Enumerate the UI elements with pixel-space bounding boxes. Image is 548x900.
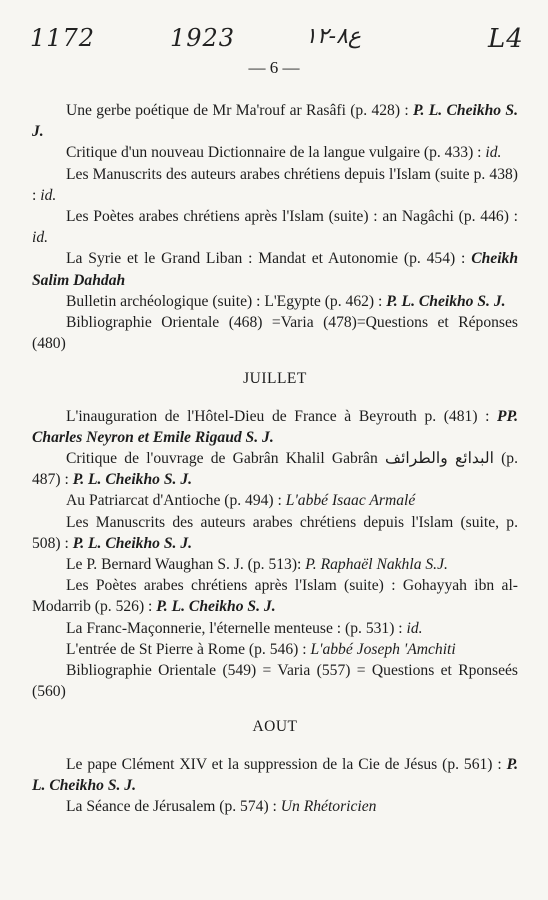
toc-entry <box>32 490 518 511</box>
toc-entry <box>32 291 518 312</box>
entry-attribution: id. <box>485 144 502 162</box>
toc-entry <box>32 448 518 490</box>
entries-block-august <box>32 754 518 818</box>
entry-title: La Syrie et le Grand Liban : Mandat et Autonomie (p. 454) : <box>66 250 472 268</box>
entry-author: Cheikh Salim Dahdah <box>32 250 518 289</box>
entry-title: Le P. Bernard Waughan S. J. (p. 513): <box>66 556 306 574</box>
toc-entry <box>32 660 518 702</box>
entry-title: Bulletin archéologique (suite) : L'Egypte (p. 462) : <box>66 292 387 310</box>
handwritten-note-left: 1172 <box>30 24 96 52</box>
toc-entry <box>32 639 518 660</box>
section-heading-aout: AOUT <box>252 718 298 736</box>
entry-attribution: id. <box>32 229 49 247</box>
entry-title: Les Manuscrits des auteurs arabes chrétiens depuis l'Islam (suite, p. 508) : <box>32 513 518 552</box>
entry-title: Les Manuscrits des auteurs arabes chrétiens depuis l'Islam (suite p. 438) : <box>32 165 518 204</box>
entry-author: P. L. Cheikho S. J. <box>156 598 276 616</box>
entry-title: La Franc-Maçonnerie, l'éternelle menteuse : (p. 531) : <box>66 619 407 637</box>
entry-attribution: P. Raphaël Nakhla S.J. <box>305 556 448 574</box>
toc-entry <box>32 206 518 248</box>
toc-entry <box>32 142 518 163</box>
entry-title: Au Patriarcat d'Antioche (p. 494) : <box>66 492 286 510</box>
toc-entry <box>32 312 518 354</box>
toc-entry <box>32 248 518 290</box>
entries-block-july <box>32 406 518 703</box>
toc-entry <box>32 796 518 817</box>
entry-title: Les Poètes arabes chrétiens après l'Islam (suite) : Gohayyah ibn al-Modarrib (p. 526) : <box>32 577 518 616</box>
table-of-contents <box>32 100 518 817</box>
entry-attribution: id. <box>406 619 423 637</box>
entry-author: P. L. Cheikho S. J. <box>72 534 193 552</box>
toc-entry <box>32 100 518 142</box>
entry-title: L'entrée de St Pierre à Rome (p. 546) : <box>66 640 311 658</box>
entries-block-june <box>32 100 518 354</box>
entry-title: Critique d'un nouveau Dictionnaire de la langue vulgaire (p. 433) : <box>66 144 486 162</box>
toc-entry <box>32 406 518 448</box>
entry-author: P. L. Cheikho S. J. <box>32 755 518 794</box>
toc-entry <box>32 618 518 639</box>
section-heading-juillet: JUILLET <box>243 370 307 388</box>
toc-entry <box>32 554 518 575</box>
handwritten-note-year: 1923 <box>170 24 236 52</box>
entry-author: PP. Charles Neyron et Emile Rigaud S. J. <box>32 407 518 446</box>
entry-attribution: Un Rhétoricien <box>280 798 377 816</box>
entry-title: Le pape Clément XIV et la suppression de la Cie de Jésus (p. 561) : <box>66 755 507 773</box>
entry-attribution: id. <box>40 186 57 204</box>
handwritten-note-arabic: ع٨-١٢ <box>305 24 362 49</box>
entry-author: P. L. Cheikho S. J. <box>32 102 518 141</box>
entry-title: Bibliographie Orientale (549) = Varia (557) = Questions et Rponseés (560) <box>32 662 518 701</box>
entry-title: Les Poètes arabes chrétiens après l'Islam (suite) : an Nagâchi (p. 446) : <box>66 208 518 226</box>
handwritten-note-right: L4 <box>488 24 524 54</box>
toc-entry <box>32 164 518 206</box>
entry-attribution: L'abbé Isaac Armalé <box>285 492 416 510</box>
entry-author: P. L. Cheikho S. J. <box>386 292 506 310</box>
toc-entry <box>32 575 518 617</box>
entry-attribution: L'abbé Joseph 'Amchiti <box>310 640 456 658</box>
entry-title: Une gerbe poétique de Mr Ma'rouf ar Rasâfi (p. 428) : <box>66 102 414 119</box>
entry-title: Bibliographie Orientale (468) =Varia (478)=Questions et Réponses (480) <box>32 314 518 353</box>
entry-title: La Séance de Jérusalem (p. 574) : <box>66 798 281 816</box>
page-number: — 6 — <box>248 58 300 77</box>
toc-entry <box>32 754 518 796</box>
entry-title: Critique de l'ouvrage de Gabrân Khalil Gabrân البدائع والطرائف (p. 487) : <box>32 450 518 489</box>
entry-author: P. L. Cheikho S. J. <box>72 471 193 489</box>
toc-entry <box>32 512 518 554</box>
entry-title: L'inauguration de l'Hôtel-Dieu de France à Beyrouth p. (481) : <box>66 407 498 425</box>
